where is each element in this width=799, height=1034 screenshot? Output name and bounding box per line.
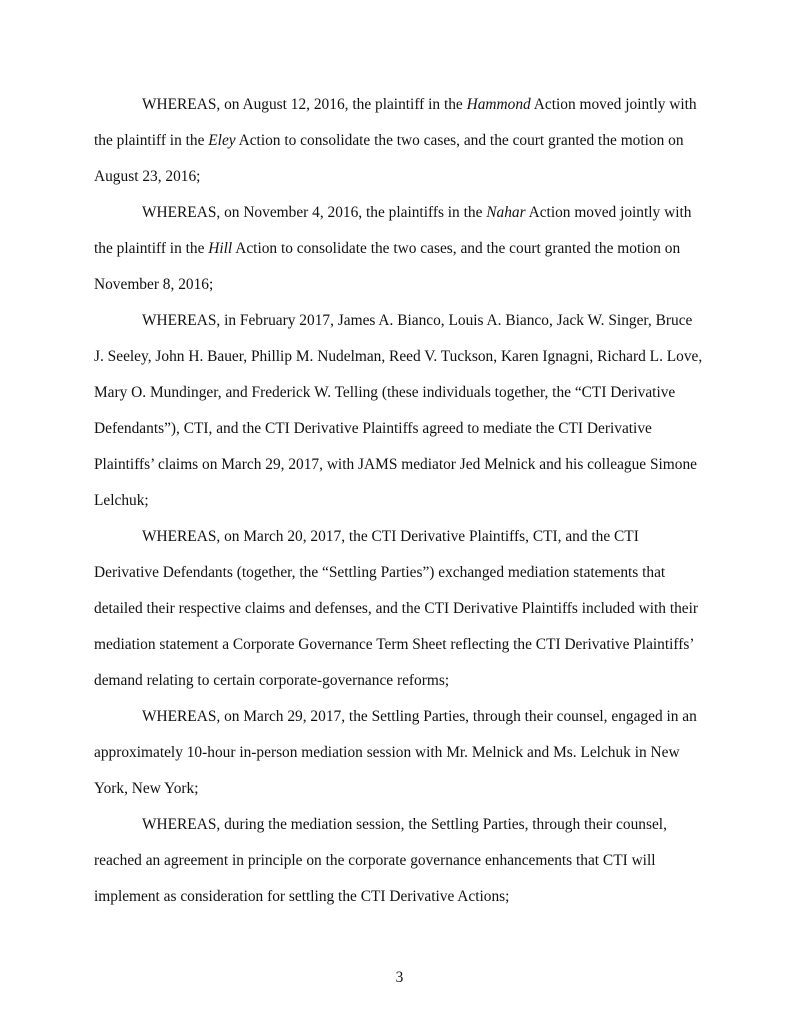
paragraph-mediation-session bbox=[94, 699, 706, 807]
paragraph-nahar-hill bbox=[94, 195, 706, 303]
paragraph-mediation-statements bbox=[94, 519, 706, 699]
paragraph-hammond-eley bbox=[94, 87, 706, 195]
text-segment: Action to consolidate the two cases, and the court granted the motion on August 23, 2016; bbox=[94, 132, 684, 185]
paragraph-agreement-in-principle bbox=[94, 807, 706, 915]
text-segment: WHEREAS, in February 2017, James A. Bianco, Louis A. Bianco, Jack W. Singer, Bruce J. Seeley, John H. Bauer, Phillip M. Nudelman, Reed V. Tuckson, Karen Ignagni, Richard L. Love, Mary O. Mundinger, and Frederick W. Telling (these individuals together, the “CTI Derivative Defendants”), CTI, and the CTI Derivative Plaintiffs agreed to mediate the CTI Derivative Plaintiffs’ claims on March 29, 2017, with JAMS mediator Jed Melnick and his colleague Simone Lelchuk; bbox=[94, 312, 703, 509]
case-name-nahar: Nahar bbox=[486, 204, 526, 221]
text-segment: Action moved jointly with the plaintiff in the bbox=[94, 204, 692, 257]
text-segment: WHEREAS, during the mediation session, the Settling Parties, through their counsel, reached an agreement in principle on the corporate governance enhancements that CTI will implement as consideration for settling the CTI Derivative Actions; bbox=[94, 816, 667, 905]
case-name-hammond: Hammond bbox=[466, 96, 531, 113]
paragraph-mediation-agreement bbox=[94, 303, 706, 519]
case-name-hill: Hill bbox=[208, 240, 233, 257]
text-segment: Action moved jointly with the plaintiff in the bbox=[94, 96, 697, 149]
text-segment: WHEREAS, on August 12, 2016, the plaintiff in the bbox=[142, 96, 467, 113]
text-segment: Action to consolidate the two cases, and the court granted the motion on November 8, 2016; bbox=[94, 240, 681, 293]
case-name-eley: Eley bbox=[208, 132, 236, 149]
document-body bbox=[94, 87, 706, 915]
text-segment: WHEREAS, on November 4, 2016, the plaintiffs in the bbox=[142, 204, 487, 221]
text-segment: on March 29, 2017, the Settling Parties, through their counsel, engaged in an approximately 10-hour in-person mediation session with Mr. Melnick and Ms. Lelchuk in New York, New York; bbox=[94, 708, 697, 797]
page-number: 3 bbox=[395, 969, 404, 986]
italic-comma: , bbox=[216, 708, 221, 725]
text-segment: WHEREAS bbox=[142, 708, 217, 725]
text-segment: WHEREAS, on March 20, 2017, the CTI Derivative Plaintiffs, CTI, and the CTI Derivative Defendants (together, the “Settling Parties”) exchanged mediation statements that detailed their respective claims and defenses, and the CTI Derivative Plaintiffs included with their mediation statement a Corporate Governance Term Sheet reflecting the CTI Derivative Plaintiffs’ demand relating to certain corporate-governance reforms; bbox=[94, 528, 699, 689]
